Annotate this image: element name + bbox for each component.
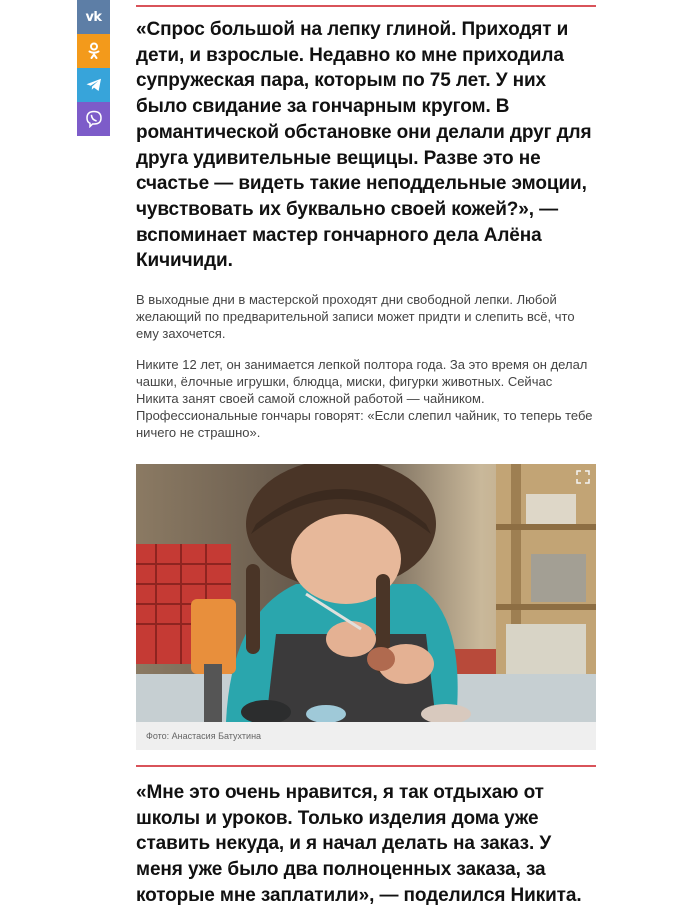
- bottom-divider: [136, 765, 596, 767]
- paragraph-text-1: В выходные дни в мастерской проходят дни свободной лепки. Любой желающий по предварительной записи может придти и слепить всё, что ему захочется.: [136, 292, 575, 341]
- paragraph-1: [136, 291, 596, 342]
- expand-icon[interactable]: [576, 470, 590, 484]
- viber-share-button[interactable]: [77, 102, 110, 136]
- photo-illustration: [136, 464, 596, 722]
- telegram-icon: [86, 78, 102, 92]
- top-divider: [136, 5, 596, 7]
- accent-rule-2: [136, 765, 596, 767]
- vk-share-button[interactable]: [77, 0, 110, 34]
- quote-text-2: «Мне это очень нравится, я так отдыхаю от школы и уроков. Только изделия дома уже ставить некуда, и я начал делать на заказ. У меня уже было два полноценных заказа, за которые мне заплатили», — поделился Никита.: [136, 782, 582, 906]
- paragraph-text-2: Никите 12 лет, он занимается лепкой полтора года. За это время он делал чашки, ёлочные игрушки, блюдца, миски, фигурки животных. Сейчас Никита занят своей самой сложной работой — чайником. Профессиональные гончары говорят: «Если слепил чайник, то теперь тебе ничего не страшно».: [136, 357, 593, 440]
- article-photo[interactable]: [136, 464, 596, 722]
- telegram-share-button[interactable]: [77, 68, 110, 102]
- photo-caption: [136, 722, 596, 750]
- paragraph-2: [136, 356, 596, 441]
- viber-icon: [85, 110, 103, 128]
- accent-rule: [136, 5, 596, 7]
- quote-block-2: [136, 780, 596, 909]
- odnoklassniki-icon: [88, 42, 100, 60]
- photo-caption-text: Фото: Анастасия Батухтина: [146, 731, 262, 741]
- quote-block-1: [136, 17, 596, 274]
- ok-share-button[interactable]: [77, 34, 110, 68]
- vk-icon: vk: [85, 9, 102, 25]
- quote-text-1: «Спрос большой на лепку глиной. Приходят и дети, и взрослые. Недавно ко мне приходила супружеская пара, которым по 75 лет. У них было свидание за гончарным кругом. В романтической обстановке они делали друг для друга удивительные вещицы. Разве это не счастье — видеть такие неподдельные эмоции, чувствовать их буквально своей кожей?», — вспоминает мастер гончарного дела Алёна Кичичиди.: [136, 19, 592, 272]
- share-bar: [77, 0, 110, 136]
